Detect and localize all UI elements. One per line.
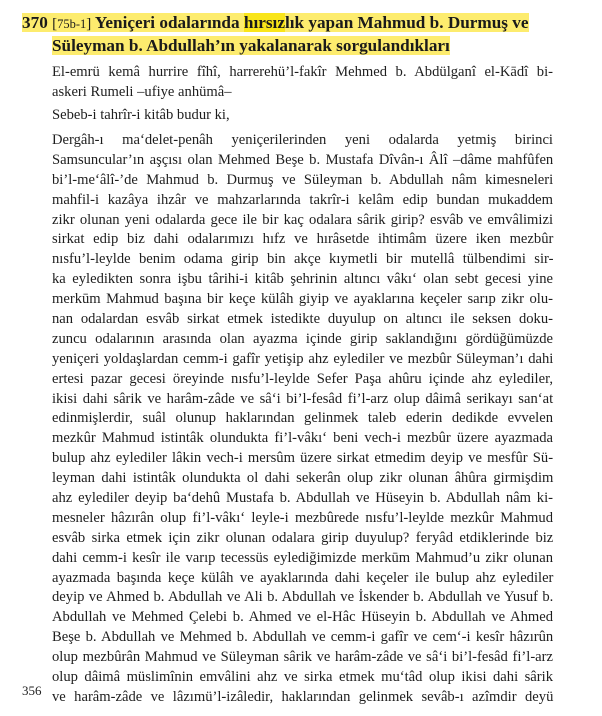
intro-line: askeri Rumeli –ufiye anhümâ– — [52, 83, 232, 100]
body-line: ikisi dahi sârik ve harâm-zâde ve sâ‘i bi’l-fesâd fi’l-arz olup dâimâ serikayı san‘at — [52, 390, 554, 407]
title-emphasis-highlight: hırsız — [243, 13, 285, 32]
entry-number: 370 — [22, 13, 48, 32]
intro-paragraph — [52, 62, 553, 102]
body-line: merkūm Mahmud başına bir keçe külâh giyip ve ayaklarına keçeler sarıp zikr olu- — [52, 291, 553, 308]
title-text-after: lık yapan Mahmud b. Durmuş ve — [284, 13, 529, 32]
body-line: olup mezbûrân Mahmud ve Süleyman sârik ve harâm-zâde ve sâ‘i bi’l-fesâd fi’l-arz — [52, 649, 553, 666]
body-line: sirkat edip biz dahi odalarımızı hıfz ve hırâsetde ihtimâm üzere iken mezbûr — [52, 231, 554, 248]
body-line: zuncu odalarının arasında olan ayazma içinde girip saklandığını gördüğümüzde — [52, 330, 553, 347]
body-line: edinmişlerdir, suâl olunup haklarından gelinmek taleb ederin dedikde evvelen — [52, 410, 553, 427]
body-line: yeniçeri yoldaşlardan cemm-i gafîr yetişip ahz eylediler ve mezbûr Süleyman’ı dahi — [52, 350, 554, 367]
title-line-2-text: Süleyman b. Abdullah’ın yakalanarak sorgulandıkları — [52, 36, 450, 55]
body-line: mesneler hâzırân olup fi’l-vâkı‘ leyle-i mezbûrede nısfu’l-leylde mezkûr Mahmud — [52, 509, 553, 526]
intro-line: El-emrü kemâ hurrire fîhî, harrerehü’l-fakîr Mehmed b. Abdülganî el-Kādî bi- — [52, 64, 553, 80]
body-line: zikr olunan yeni odalarda gece ile bir kaç odalara sârik girip? esvâb ve emvâlimizi — [52, 211, 553, 228]
reference-bracket-open: [ — [52, 16, 58, 32]
body-line: deyip ve Ahmed b. Abdullah ve Ali b. Abdullah ve İskender b. Abdullah ve Yusuf b. — [52, 589, 554, 606]
body-line: Dergâh-ı ma‘delet-penâh yeniçerilerinden yeni odalarda yetmiş birinci — [52, 132, 553, 148]
body-line: ertesi pazar gecesi öreyinde nısfu’l-leylde Sefer Paşa ahûru içinde ahz eylediler, — [52, 370, 553, 387]
body-line: mezkûr Mahmud istintâk olundukta fi’l-vâkı‘ beni vech-i mezbûr üzere ayazmada — [52, 430, 553, 447]
body-line: leyman dahi istintâk olundukta ol dahi sekerân olup zikr olunan âhûra girmişdim — [52, 470, 554, 487]
body-line: bi’l-me‘âlî-’de Mahmud b. Durmuş ve Süleyman b. Abdullah nâm kimesneleri — [52, 171, 554, 188]
body-line: mahfil-i kazâya ihzâr ve mahzarlarında takrîr-i kelâm edip bundan mukaddem — [52, 191, 553, 208]
entry-title-line-1 — [22, 12, 562, 35]
entry-title-line-2 — [22, 35, 562, 57]
page-number: 356 — [22, 683, 42, 698]
body-line: ve harâm-zâde ve lâzımü’l-izâledir, haklarından gelinmek sevâb-ı azîmdir deyü — [52, 688, 554, 705]
body-line: Samsuncular’ın aşçısı olan Mehmed Beşe b. Mustafa Dîvân-ı Âlî –dâme mahfûfen — [52, 151, 554, 168]
body-line: dahi cemm-i kesîr ile varıp tecessüs eylediğimizde merkūm Mahmud’u zikr olunan — [52, 549, 553, 566]
title-text-before: Yeniçeri odalarında — [94, 13, 244, 32]
body-line: nısfu’l-leylde benim odama girip bin akçe kıymetli bir mutellâ tülbendimi sir- — [52, 251, 554, 268]
body-line: ayazmada başında keçe külâh ve ayaklarında dahi keçeler ile bulup ahz eylediler — [52, 569, 554, 586]
archive-reference — [52, 16, 91, 32]
main-paragraph — [52, 131, 553, 708]
body-line: ka eyledikten sonra işbu târihi-i kitâb şehrinin altıncı vâkı‘ olan sebt gecesi yine — [52, 271, 553, 288]
body-line: nan odalardan esvâb sirkat etmek istedikte duyulup on altıncı ile seksen doku- — [52, 311, 553, 328]
entry-title — [22, 12, 562, 57]
sebeb-paragraph — [52, 106, 553, 126]
body-line: olup dâimâ müslimînin emvâlini ahz ve sirka etmek mu‘tâd olup ikisi dahi sârik — [52, 669, 553, 686]
sebeb-line: Sebeb-i tahrîr-i kitâb budur ki, — [52, 107, 230, 123]
body-line: esvâb sirka etmek için zikr olunan odalara girip duyulup? feryâd etdiklerinde biz — [52, 529, 554, 546]
body-line: Beşe b. Abdullah ve Mehmed b. Abdullah ve cemm-i gafîr ve cem‘-i kesîr hâzırûn — [52, 629, 554, 646]
reference-bracket-close: ] — [86, 16, 92, 32]
body-line: Abdullah ve Mehmed Çelebi b. Ahmed ve el-Hâc Hüseyin b. Abdullah ve Ahmed — [52, 609, 553, 626]
reference-code: 75b-1 — [57, 17, 87, 31]
body-line: bulup ahz eylediler lâkin vech-i mersûm üzere sirkat etmedim deyip ve mesfûr Sü- — [52, 450, 554, 467]
body-line: ahz eylediler deyip ba‘dehû Mustafa b. Abdullah ve Hüseyin b. Abdullah nâm ki- — [52, 490, 553, 507]
